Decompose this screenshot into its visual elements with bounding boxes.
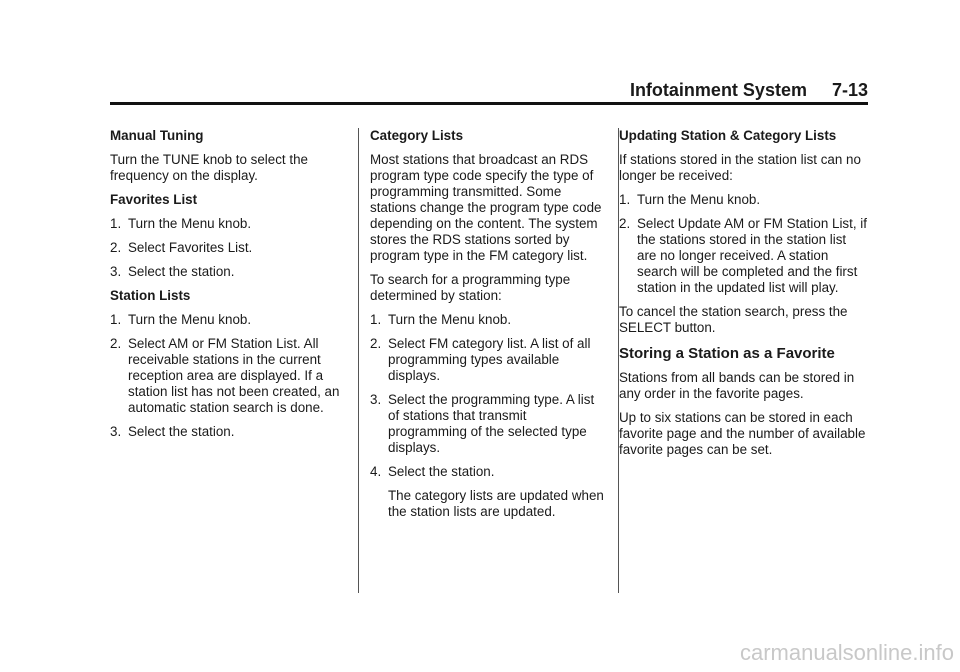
cancel-search-text: To cancel the station search, press the SELECT button. bbox=[619, 304, 848, 335]
favorites-list-heading: Favorites List bbox=[110, 192, 198, 207]
station-lists-heading: Station Lists bbox=[110, 288, 191, 303]
list-item: 2. Select FM category list. A list of all programming types available displays. bbox=[370, 336, 591, 383]
column-1 bbox=[110, 128, 345, 448]
category-lists-heading: Category Lists bbox=[370, 128, 464, 143]
category-search-text: To search for a programming type determined by station: bbox=[370, 272, 571, 303]
updating-lists-heading: Updating Station & Category Lists bbox=[619, 128, 837, 143]
list-item: 1. Turn the Menu knob. bbox=[110, 312, 252, 327]
list-item: 3. Select the station. bbox=[110, 264, 235, 279]
list-item: 3. Select the programming type. A list of stations that transmit programming of the selected type displays. bbox=[370, 392, 595, 455]
list-item: 2. Select AM or FM Station List. All receivable stations in the current reception area are displayed. If a station list has not been created, an automatic station search is done. bbox=[110, 336, 340, 415]
column-2 bbox=[370, 128, 605, 528]
favorite-para-1: Stations from all bands can be stored in any order in the favorite pages. bbox=[619, 370, 855, 401]
updating-intro: If stations stored in the station list can no longer be received: bbox=[619, 152, 861, 183]
favorite-para-2: Up to six stations can be stored in each favorite page and the number of available favorite pages can be set. bbox=[619, 410, 866, 457]
category-intro: Most stations that broadcast an RDS program type code specify the type of programming transmitted. Some stations change the program type code depending on the content. The system stores the RDS stations sorted by program type in the FM category list. bbox=[370, 152, 602, 263]
storing-favorite-heading: Storing a Station as a Favorite bbox=[619, 345, 835, 362]
manual-tuning-text: Turn the TUNE knob to select the frequency on the display. bbox=[110, 152, 308, 183]
list-item: 3. Select the station. bbox=[110, 424, 235, 439]
column-3 bbox=[619, 128, 869, 466]
manual-tuning-heading: Manual Tuning bbox=[110, 128, 204, 143]
watermark: carmanualsonline.info bbox=[739, 640, 954, 665]
page-title: Infotainment System 7-13 bbox=[629, 80, 868, 100]
list-item: 1. Turn the Menu knob. bbox=[619, 192, 761, 207]
list-item: 1. Turn the Menu knob. bbox=[370, 312, 512, 327]
list-item: 4. Select the station. bbox=[370, 464, 495, 479]
column-divider-1 bbox=[358, 128, 359, 593]
list-item: 1. Turn the Menu knob. bbox=[110, 216, 252, 231]
category-note: The category lists are updated when the station lists are updated. bbox=[388, 488, 604, 519]
list-item: 2. Select Update AM or FM Station List, if the stations stored in the station list are no longer received. A station search will be completed and the first station in the updated list will play. bbox=[619, 216, 867, 295]
header-rule bbox=[110, 102, 868, 105]
list-item: 2. Select Favorites List. bbox=[110, 240, 253, 255]
page-header bbox=[110, 80, 868, 104]
